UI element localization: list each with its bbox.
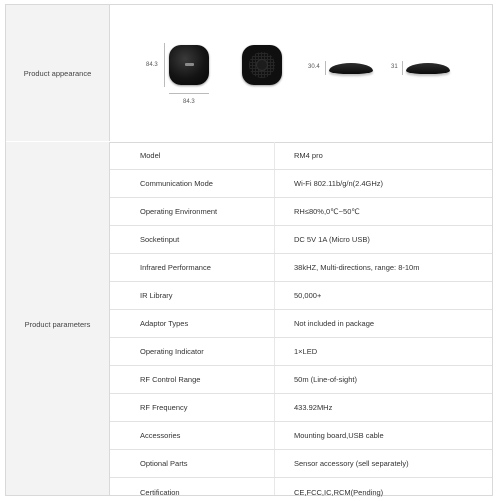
param-name: Socketinput [140, 235, 180, 244]
param-value: RM4 pro [294, 151, 323, 160]
dim-line-horizontal [169, 93, 209, 94]
param-name: Infrared Performance [140, 263, 211, 272]
param-name: Optional Parts [140, 459, 188, 468]
table-row [110, 282, 492, 310]
parameters-label: Product parameters [24, 320, 91, 329]
dim-top-width: 84.3 [183, 99, 195, 105]
cell-divider [274, 338, 275, 365]
dim-line-side-a [325, 61, 326, 75]
param-value: 50m (Line-of-sight) [294, 375, 357, 384]
cell-divider [274, 422, 275, 449]
param-name: RF Control Range [140, 375, 201, 384]
param-value: DC 5V 1A (Micro USB) [294, 235, 370, 244]
dim-side-height-a: 30.4 [308, 64, 320, 70]
device-bottom-view-image [242, 45, 282, 85]
param-value: Not included in package [294, 319, 375, 328]
dim-line-side-b [402, 61, 403, 75]
cell-divider [274, 366, 275, 393]
param-value: 433.92MHz [294, 403, 333, 412]
table-row [110, 254, 492, 282]
cell-divider [274, 254, 275, 281]
dim-top-height: 84.3 [146, 62, 158, 68]
param-value: Mounting board,USB cable [294, 431, 384, 440]
cell-divider [274, 170, 275, 197]
dim-line-vertical [164, 43, 165, 87]
cell-divider [274, 310, 275, 337]
table-row [110, 478, 492, 495]
table-row [110, 366, 492, 394]
param-name: IR Library [140, 291, 173, 300]
cell-divider [274, 450, 275, 477]
param-name: Operating Indicator [140, 347, 204, 356]
table-row [110, 170, 492, 198]
table-row [110, 450, 492, 478]
cell-divider [274, 282, 275, 309]
param-name: Operating Environment [140, 207, 218, 216]
device-side-view-b-image [406, 63, 450, 74]
cell-divider [274, 394, 275, 421]
table-row [110, 142, 492, 170]
parameters-section [6, 142, 492, 495]
param-value: CE,FCC,IC,RCM(Pending) [294, 488, 384, 497]
param-name: Adaptor Types [140, 319, 189, 328]
cell-divider [274, 142, 275, 169]
param-value: 38kHZ, Multi-directions, range: 8-10m [294, 263, 420, 272]
parameters-label-cell [6, 142, 110, 495]
table-row [110, 394, 492, 422]
table-row [110, 310, 492, 338]
center-pad-icon [256, 59, 268, 71]
cell-divider [274, 478, 275, 495]
table-row [110, 226, 492, 254]
device-top-view-image [169, 45, 209, 85]
param-name: Model [140, 151, 161, 160]
cell-divider [274, 198, 275, 225]
spec-sheet [5, 4, 493, 496]
param-name: Communication Mode [140, 179, 213, 188]
appearance-label: Product appearance [23, 69, 92, 78]
param-name: Accessories [140, 431, 181, 440]
appearance-section [6, 5, 492, 143]
device-logo-icon [185, 63, 194, 66]
param-name: Certification [140, 488, 180, 497]
param-value: RH≤80%,0℃~50℃ [294, 207, 360, 216]
param-value: 1×LED [294, 347, 318, 356]
cell-divider [274, 226, 275, 253]
device-side-view-a-image [329, 63, 373, 74]
param-value: Wi-Fi 802.11b/g/n(2.4GHz) [294, 179, 384, 188]
dim-side-height-b: 31 [391, 64, 398, 70]
param-value: Sensor accessory (sell separately) [294, 459, 409, 468]
param-value: 50,000+ [294, 291, 322, 300]
table-row [110, 338, 492, 366]
table-row [110, 198, 492, 226]
param-name: RF Frequency [140, 403, 188, 412]
table-row [110, 422, 492, 450]
